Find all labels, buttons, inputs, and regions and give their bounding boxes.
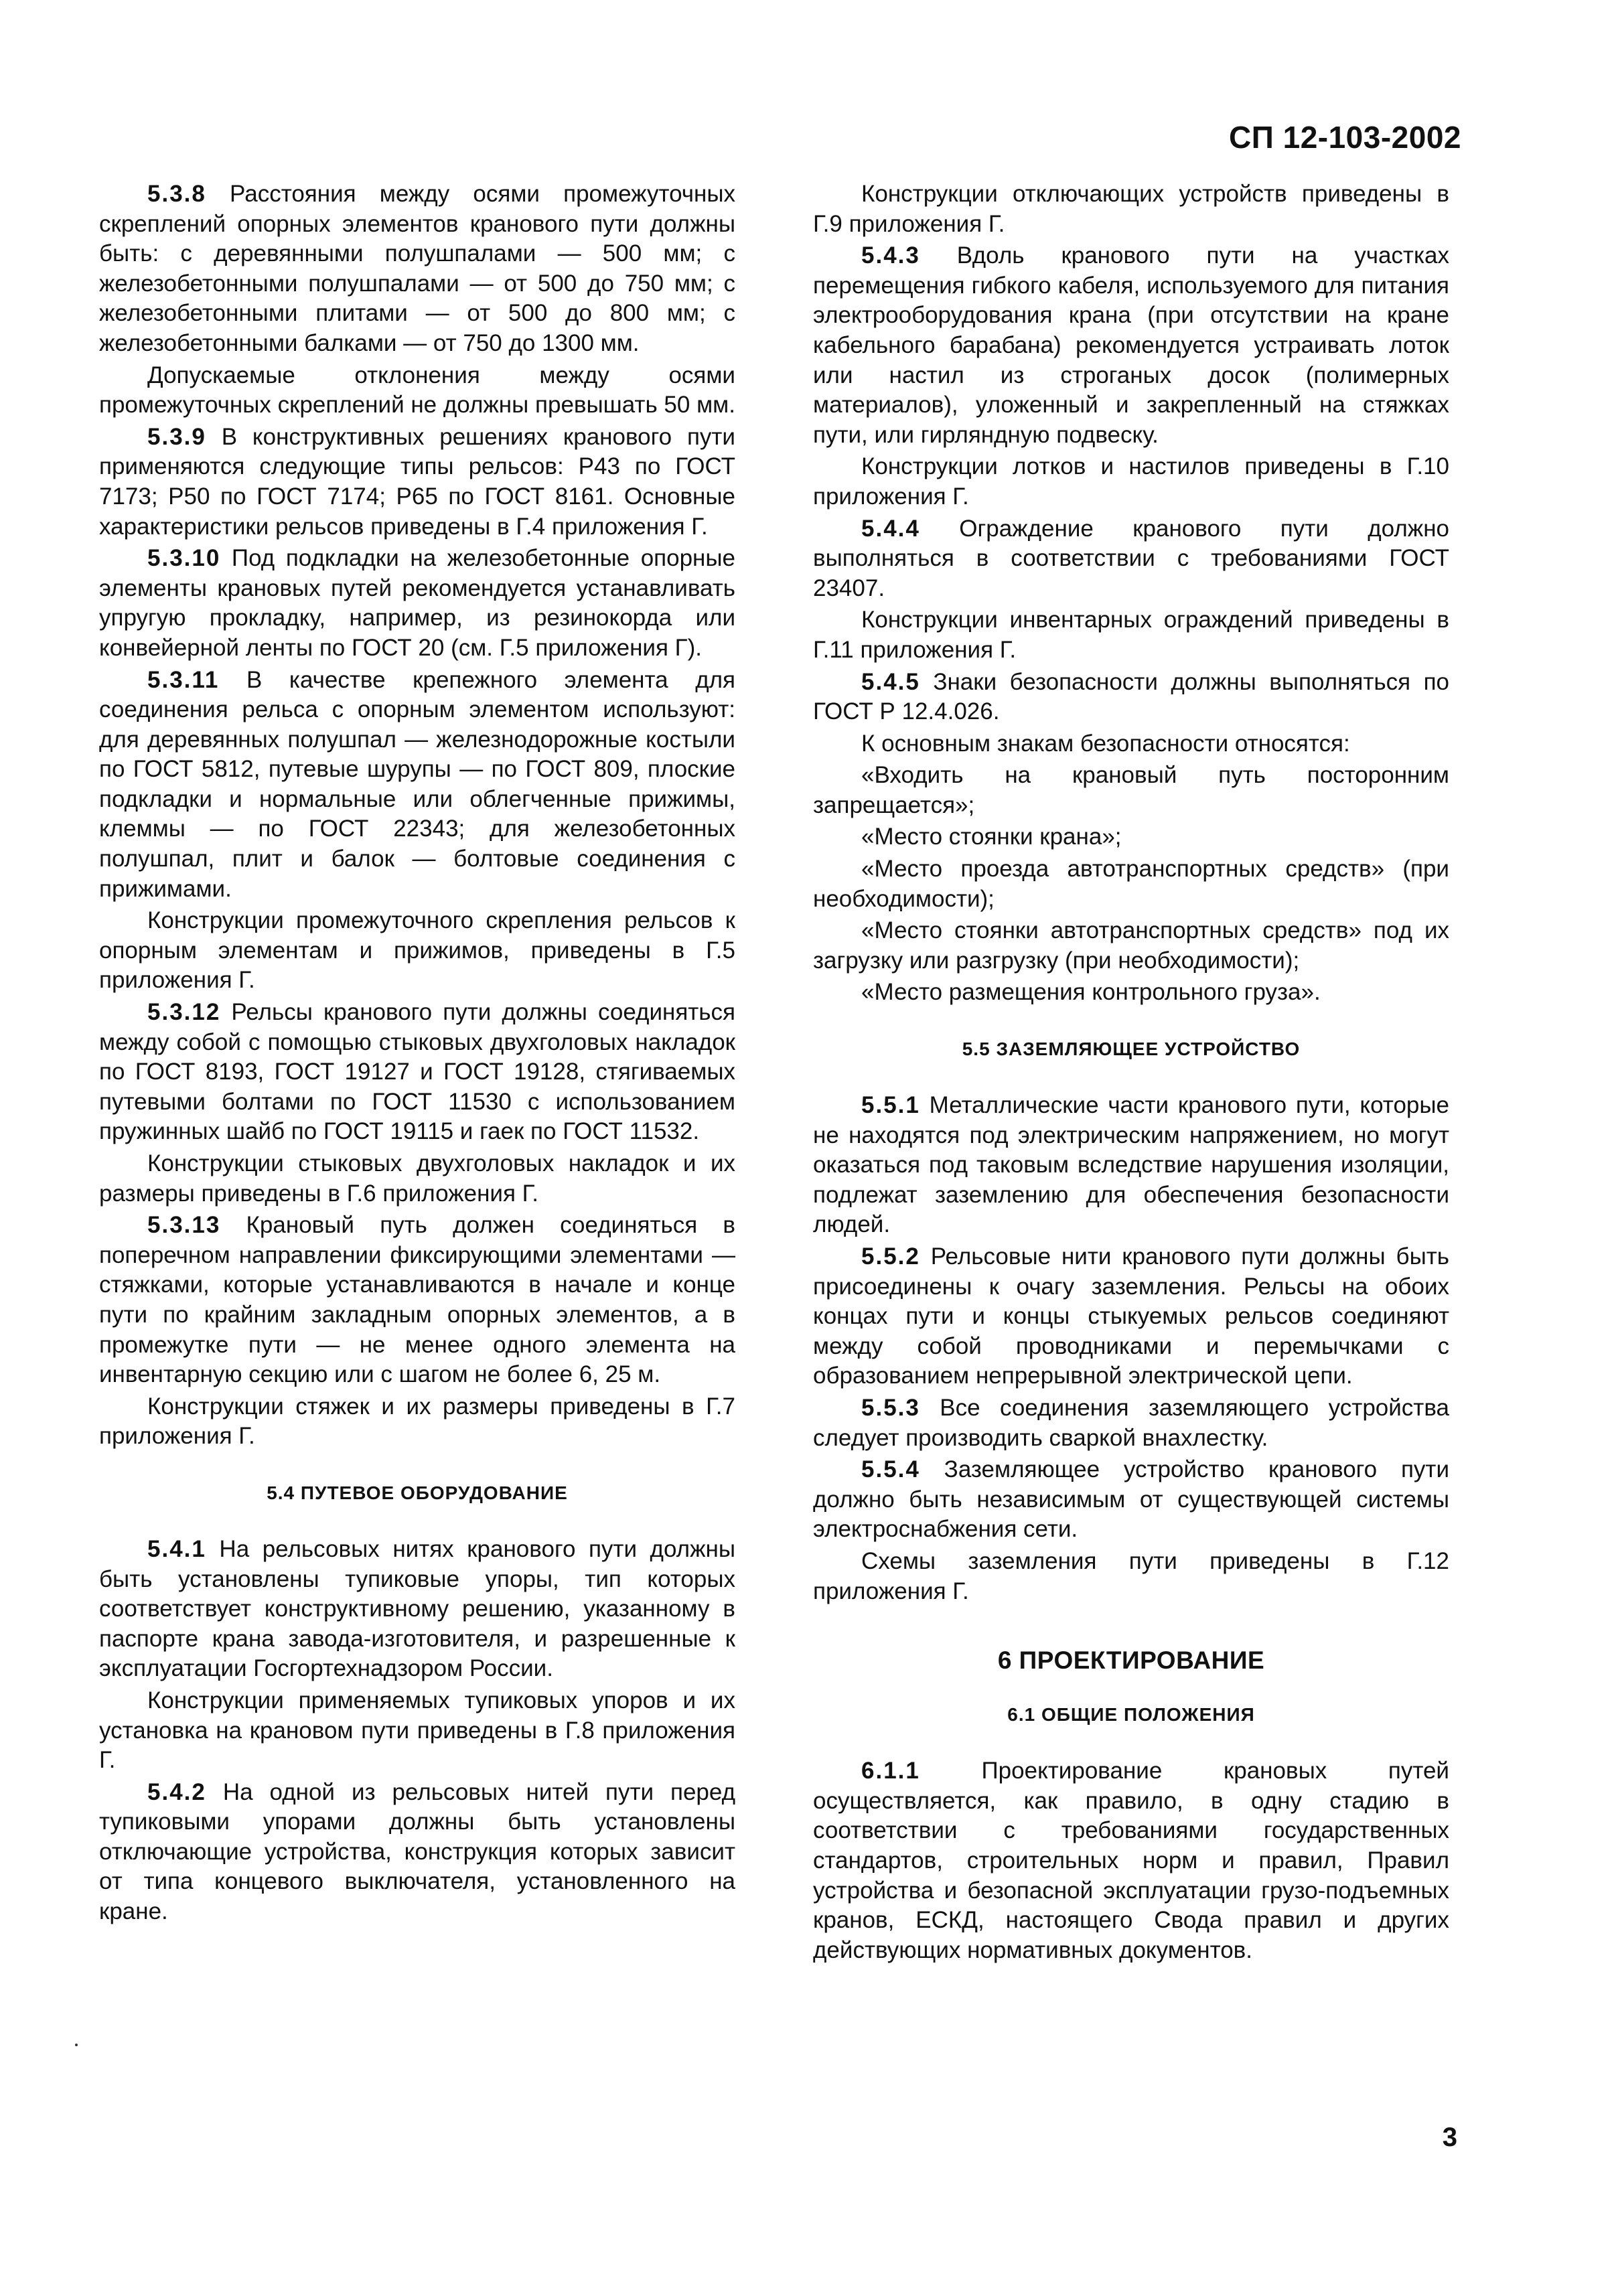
page-number: 3: [1442, 2123, 1457, 2152]
clause-number: 5.5.2: [861, 1243, 920, 1270]
paragraph-text: Крановый путь должен соединяться в поперечном направлении фиксирующими элементами — стяжками, которые устанавливаются в начале и конце пути по крайним закладным опорных элементов, а в промежутке пути — не менее одного элемента на инвентарную секцию или с шагом не более 6, 25 м.: [99, 1212, 735, 1388]
clause-number: 5.3.8: [147, 181, 206, 207]
clause-number: 5.4.1: [147, 1535, 206, 1562]
document-code: СП 12-103-2002: [1229, 120, 1461, 155]
clause-number: 5.3.12: [147, 999, 221, 1026]
clause-number: 5.4.5: [861, 668, 920, 695]
paragraph-5-5-2: [813, 1242, 1449, 1391]
paragraph-5-5-1: [813, 1091, 1449, 1240]
clause-number: 6.1.1: [861, 1758, 920, 1784]
paragraph-5-3-9: [99, 423, 735, 542]
paragraph-5-5-4: [813, 1455, 1449, 1545]
section-heading-6: 6 ПРОЕКТИРОВАНИЕ: [997, 1647, 1265, 1675]
section-heading-5-5: 5.5 ЗАЗЕМЛЯЮЩЕЕ УСТРОЙСТВО: [962, 1039, 1301, 1060]
clause-number: 5.3.10: [147, 545, 221, 572]
subsection-heading-6-1: 6.1 ОБЩИЕ ПОЛОЖЕНИЯ: [1007, 1704, 1255, 1726]
safety-sign-item: «Место стоянки крана»;: [861, 824, 1122, 850]
clause-number: 5.3.11: [147, 666, 220, 693]
paragraph-5-3-11: [99, 666, 735, 905]
paragraph-text: Знаки безопасности должны выполняться по ГОСТ Р 12.4.026.: [813, 668, 1449, 725]
paragraph-text: Конструкции стяжек и их размеры приведены в Г.7 приложения Г.: [99, 1393, 735, 1450]
paragraph-5-3-10: [99, 544, 735, 663]
clause-number: 5.4.2: [147, 1778, 206, 1805]
paragraph-5-4-3: [813, 241, 1449, 450]
paragraph-text: Ограждение кранового пути должно выполняться в соответствии с требованиями ГОСТ 23407.: [813, 515, 1449, 601]
paragraph-text: Допускаемые отклонения между осями промежуточных скреплений не должны превышать 50 мм.: [99, 362, 735, 418]
paragraph-text: Рельсовые нити кранового пути должны быть присоединены к очагу заземления. Рельсы на обоих концах пути и концы стыкуемых рельсов соединяют между собой проводниками и перемычками с образованием непрерывной электрической цепи.: [813, 1243, 1449, 1389]
clause-number: 5.3.13: [147, 1212, 221, 1239]
paragraph-6-1-1: [813, 1756, 1449, 1965]
clause-number: 5.4.3: [861, 242, 920, 269]
scan-speck: [75, 2044, 78, 2046]
clause-number: 5.4.4: [861, 515, 920, 542]
paragraph-text: Конструкции отключающих устройств приведены в Г.9 приложения Г.: [813, 181, 1449, 237]
paragraph-5-3-13: [99, 1211, 735, 1390]
paragraph-text: Конструкции промежуточного скрепления рельсов к опорным элементам и прижимов, приведены в Г.5 приложения Г.: [99, 907, 735, 994]
paragraph-text: В качестве крепежного элемента для соединения рельса с опорным элементом используют: для деревянных полушпал — железнодорожные костыли по ГОСТ 5812, путевые шурупы — по ГОСТ 809, плоские подкладки и нормальные или облегченные прижимы, клеммы — по ГОСТ 22343; для железобетонных полушпал, плит и балок — болтовые соединения с прижимами.: [99, 666, 735, 902]
paragraph-5-5-3: [813, 1393, 1449, 1453]
paragraph-5-4-5: [813, 668, 1449, 727]
paragraph-text: Проектирование крановых путей осуществляется, как правило, в одну стадию в соответствии с требованиями государственных стандартов, строительных норм и правил, Правил устройства и безопасной эксплуатации грузо-подъемных кранов, ЕСКД, настоящего Свода правил и других действующих нормативных документов.: [813, 1758, 1449, 1963]
paragraph-text: Рельсы кранового пути должны соединяться между собой с помощью стыковых двухголовых накладок по ГОСТ 8193, ГОСТ 19127 и ГОСТ 19128, стягиваемых путевыми болтами по ГОСТ 11530 с использованием пружинных шайб по ГОСТ 19115 и гаек по ГОСТ 11532.: [99, 999, 735, 1145]
clause-number: 5.5.3: [861, 1394, 920, 1421]
paragraph-text: Расстояния между осями промежуточных скреплений опорных элементов кранового пути должны быть: с деревянными полушпалами — 500 мм; с железобетонными полушпалами — от 500 до 750 мм; с железобетонными плитами — от 500 до 800 мм; с железобетонными балками — от 750 до 1300 мм.: [99, 181, 735, 356]
paragraph-text: Конструкции инвентарных ограждений приведены в Г.11 приложения Г.: [813, 607, 1449, 663]
section-heading-5-4: 5.4 ПУТЕВОЕ ОБОРУДОВАНИЕ: [267, 1482, 568, 1503]
safety-sign-item: «Входить на крановый путь посторонним запрещается»;: [813, 762, 1449, 818]
paragraph-text: Все соединения заземляющего устройства следует производить сваркой внахлестку.: [813, 1394, 1449, 1451]
paragraph-5-3-12: [99, 998, 735, 1147]
clause-number: 5.5.4: [861, 1456, 920, 1483]
left-column: [99, 179, 735, 1929]
paragraph-text: Под подкладки на железобетонные опорные элементы крановых путей рекомендуется устанавливать упругую прокладку, например, из резинокорда или конвейерной ленты по ГОСТ 20 (см. Г.5 приложения Г).: [99, 545, 735, 661]
paragraph-text: На рельсовых нитях кранового пути должны быть установлены тупиковые упоры, тип которых соответствует конструктивному решению, указанному в паспорте крана завода-изготовителя, и разрешенные к эксплуатации Госгортехнадзором России.: [99, 1535, 735, 1682]
paragraph-5-4-2: [99, 1778, 735, 1927]
paragraph-text: Конструкции стыковых двухголовых накладок и их размеры приведены в Г.6 приложения Г.: [99, 1150, 735, 1207]
paragraph-text: На одной из рельсовых нитей пути перед тупиковыми упорами должны быть установлены отключающие устройства, конструкция которых зависит от типа концевого выключателя, установленного на кране.: [99, 1778, 735, 1925]
paragraph-5-3-8: [99, 179, 735, 359]
paragraph-text: Заземляющее устройство кранового пути должно быть независимым от существующей системы электроснабжения сети.: [813, 1456, 1449, 1543]
paragraph-text: К основным знакам безопасности относятся:: [861, 730, 1350, 757]
paragraph-text: Конструкции лотков и настилов приведены в Г.10 приложения Г.: [813, 453, 1449, 510]
paragraph-text: Конструкции применяемых тупиковых упоров и их установка на крановом пути приведены в Г.8 приложения Г.: [99, 1687, 735, 1774]
paragraph-5-4-1: [99, 1535, 735, 1684]
safety-sign-item: «Место проезда автотранспортных средств» (при необходимости);: [813, 856, 1449, 912]
clause-number: 5.3.9: [147, 423, 206, 450]
paragraph-text: Металлические части кранового пути, которые не находятся под электрическим напряжением, но могут оказаться под таковым вследствие нарушения изоляции, подлежат заземлению для обеспечения безопасности людей.: [813, 1092, 1449, 1238]
safety-sign-item: «Место стоянки автотранспортных средств» под их загрузку или разгрузку (при необходимости);: [813, 917, 1449, 974]
right-column: [813, 179, 1449, 1967]
paragraph-text: Вдоль кранового пути на участках перемещения гибкого кабеля, используемого для питания электрооборудования крана (при отсутствии на кране кабельного барабана) рекомендуется устраивать лоток или настил из строганых досок (полимерных материалов), уложенный и закрепленный на стяжках пути, или гирляндную подвеску.: [813, 242, 1449, 448]
clause-number: 5.5.1: [861, 1092, 920, 1119]
paragraph-text: Схемы заземления пути приведены в Г.12 приложения Г.: [813, 1547, 1449, 1604]
paragraph-text: В конструктивных решениях кранового пути применяются следующие типы рельсов: Р43 по ГОСТ 7173; Р50 по ГОСТ 7174; Р65 по ГОСТ 8161. Основные характеристики рельсов приведены в Г.4 приложения Г.: [99, 423, 735, 540]
paragraph-5-4-4: [813, 514, 1449, 604]
safety-sign-item: «Место размещения контрольного груза».: [861, 979, 1321, 1006]
